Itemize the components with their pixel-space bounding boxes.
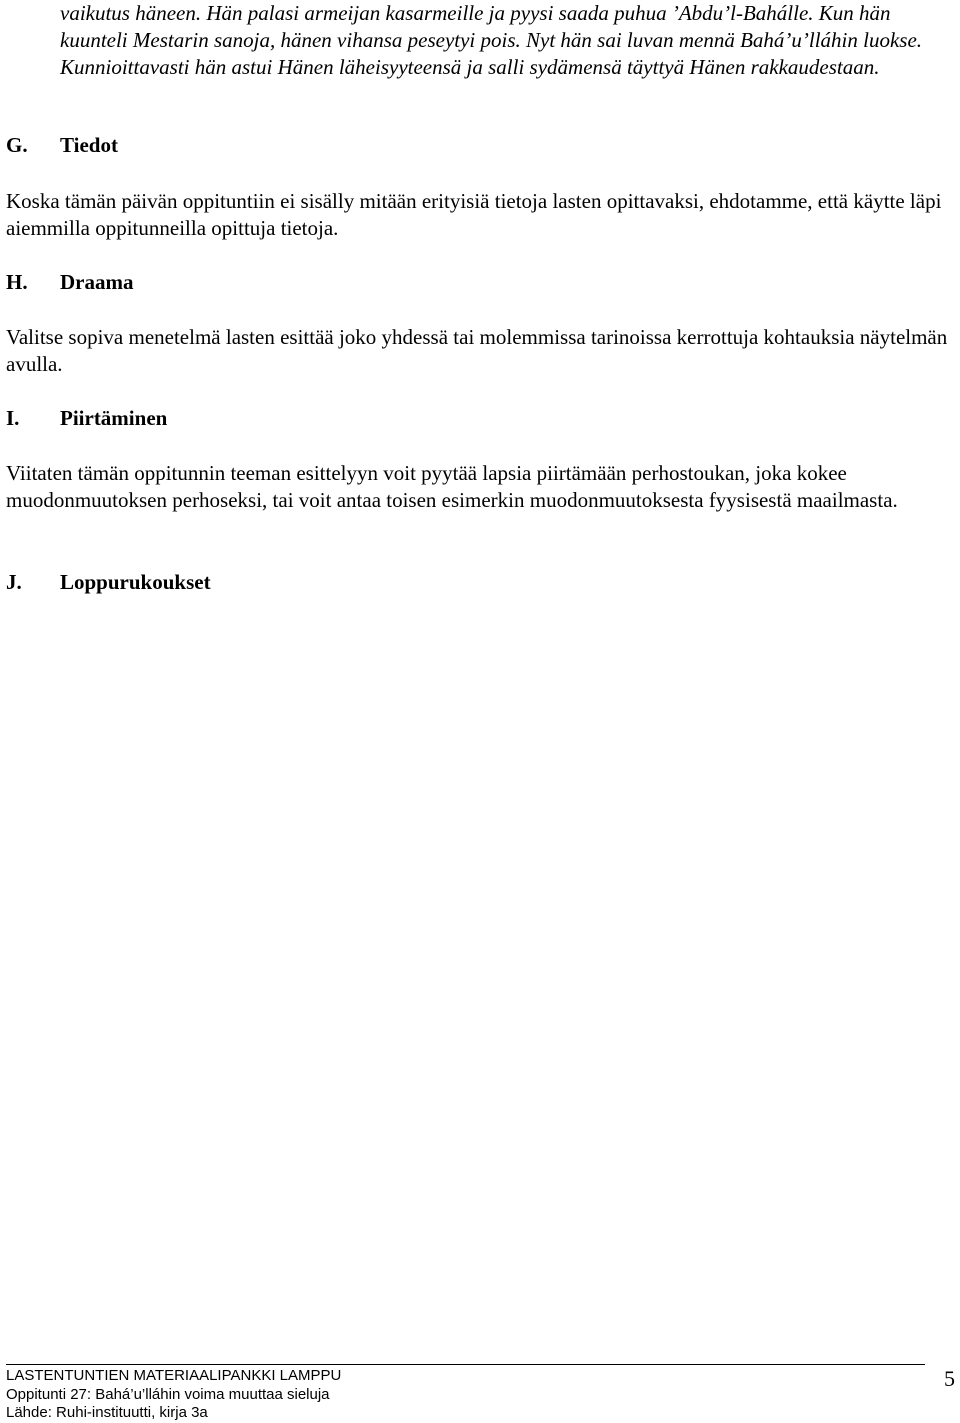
section-title: Draama: [60, 270, 134, 294]
section-body-piirtaminen: Viitaten tämän oppitunnin teeman esittelyyn voit pyytää lapsia piirtämään perhostoukan, joka kokee muodonmuutoksen perhoseksi, tai voit antaa toisen esimerkin muodonmuutoksesta fyysisestä maailmasta.: [6, 461, 898, 512]
section-title: Loppurukoukset: [60, 570, 211, 594]
story-continuation: vaikutus häneen. Hän palasi armeijan kasarmeille ja pyysi saada puhua ’Abdu’l-Bahálle. Kun hän kuunteli Mestarin sanoja, hänen vihansa peseytyi pois. Nyt hän sai luvan mennä Bahá’u’lláhin luokse. Kunnioittavasti hän astui Hänen läheisyyteensä ja salli sydämensä täyttyä Hänen rakkaudestaan.: [60, 1, 923, 79]
section-letter: G.: [6, 133, 28, 157]
section-title: Tiedot: [60, 133, 118, 157]
page-number: 5: [944, 1366, 955, 1391]
section-heading-tiedot: [6, 132, 118, 159]
section-heading-loppurukoukset: [6, 569, 211, 596]
section-letter: I.: [6, 406, 20, 430]
footer-rule: [6, 1364, 925, 1365]
section-letter: H.: [6, 270, 28, 294]
section-heading-piirtaminen: [6, 405, 167, 432]
footer-lesson-title: Oppitunti 27: Bahá’u’lláhin voima muuttaa sieluja: [6, 1386, 330, 1403]
section-body-draama: Valitse sopiva menetelmä lasten esittää joko yhdessä tai molemmissa tarinoissa kerrottuja kohtauksia näytelmän avulla.: [6, 325, 948, 376]
section-title: Piirtäminen: [60, 406, 168, 430]
footer-series-title: LASTENTUNTIEN MATERIAALIPANKKI LAMPPU: [6, 1367, 342, 1384]
section-heading-draama: [6, 269, 133, 296]
section-letter: J.: [6, 570, 22, 594]
footer-source: Lähde: Ruhi-instituutti, kirja 3a: [6, 1404, 208, 1421]
section-body-tiedot: Koska tämän päivän oppituntiin ei sisälly mitään erityisiä tietoja lasten opittavaksi, ehdotamme, että käytte läpi aiemmilla oppitunneilla opittuja tietoja.: [6, 189, 942, 240]
